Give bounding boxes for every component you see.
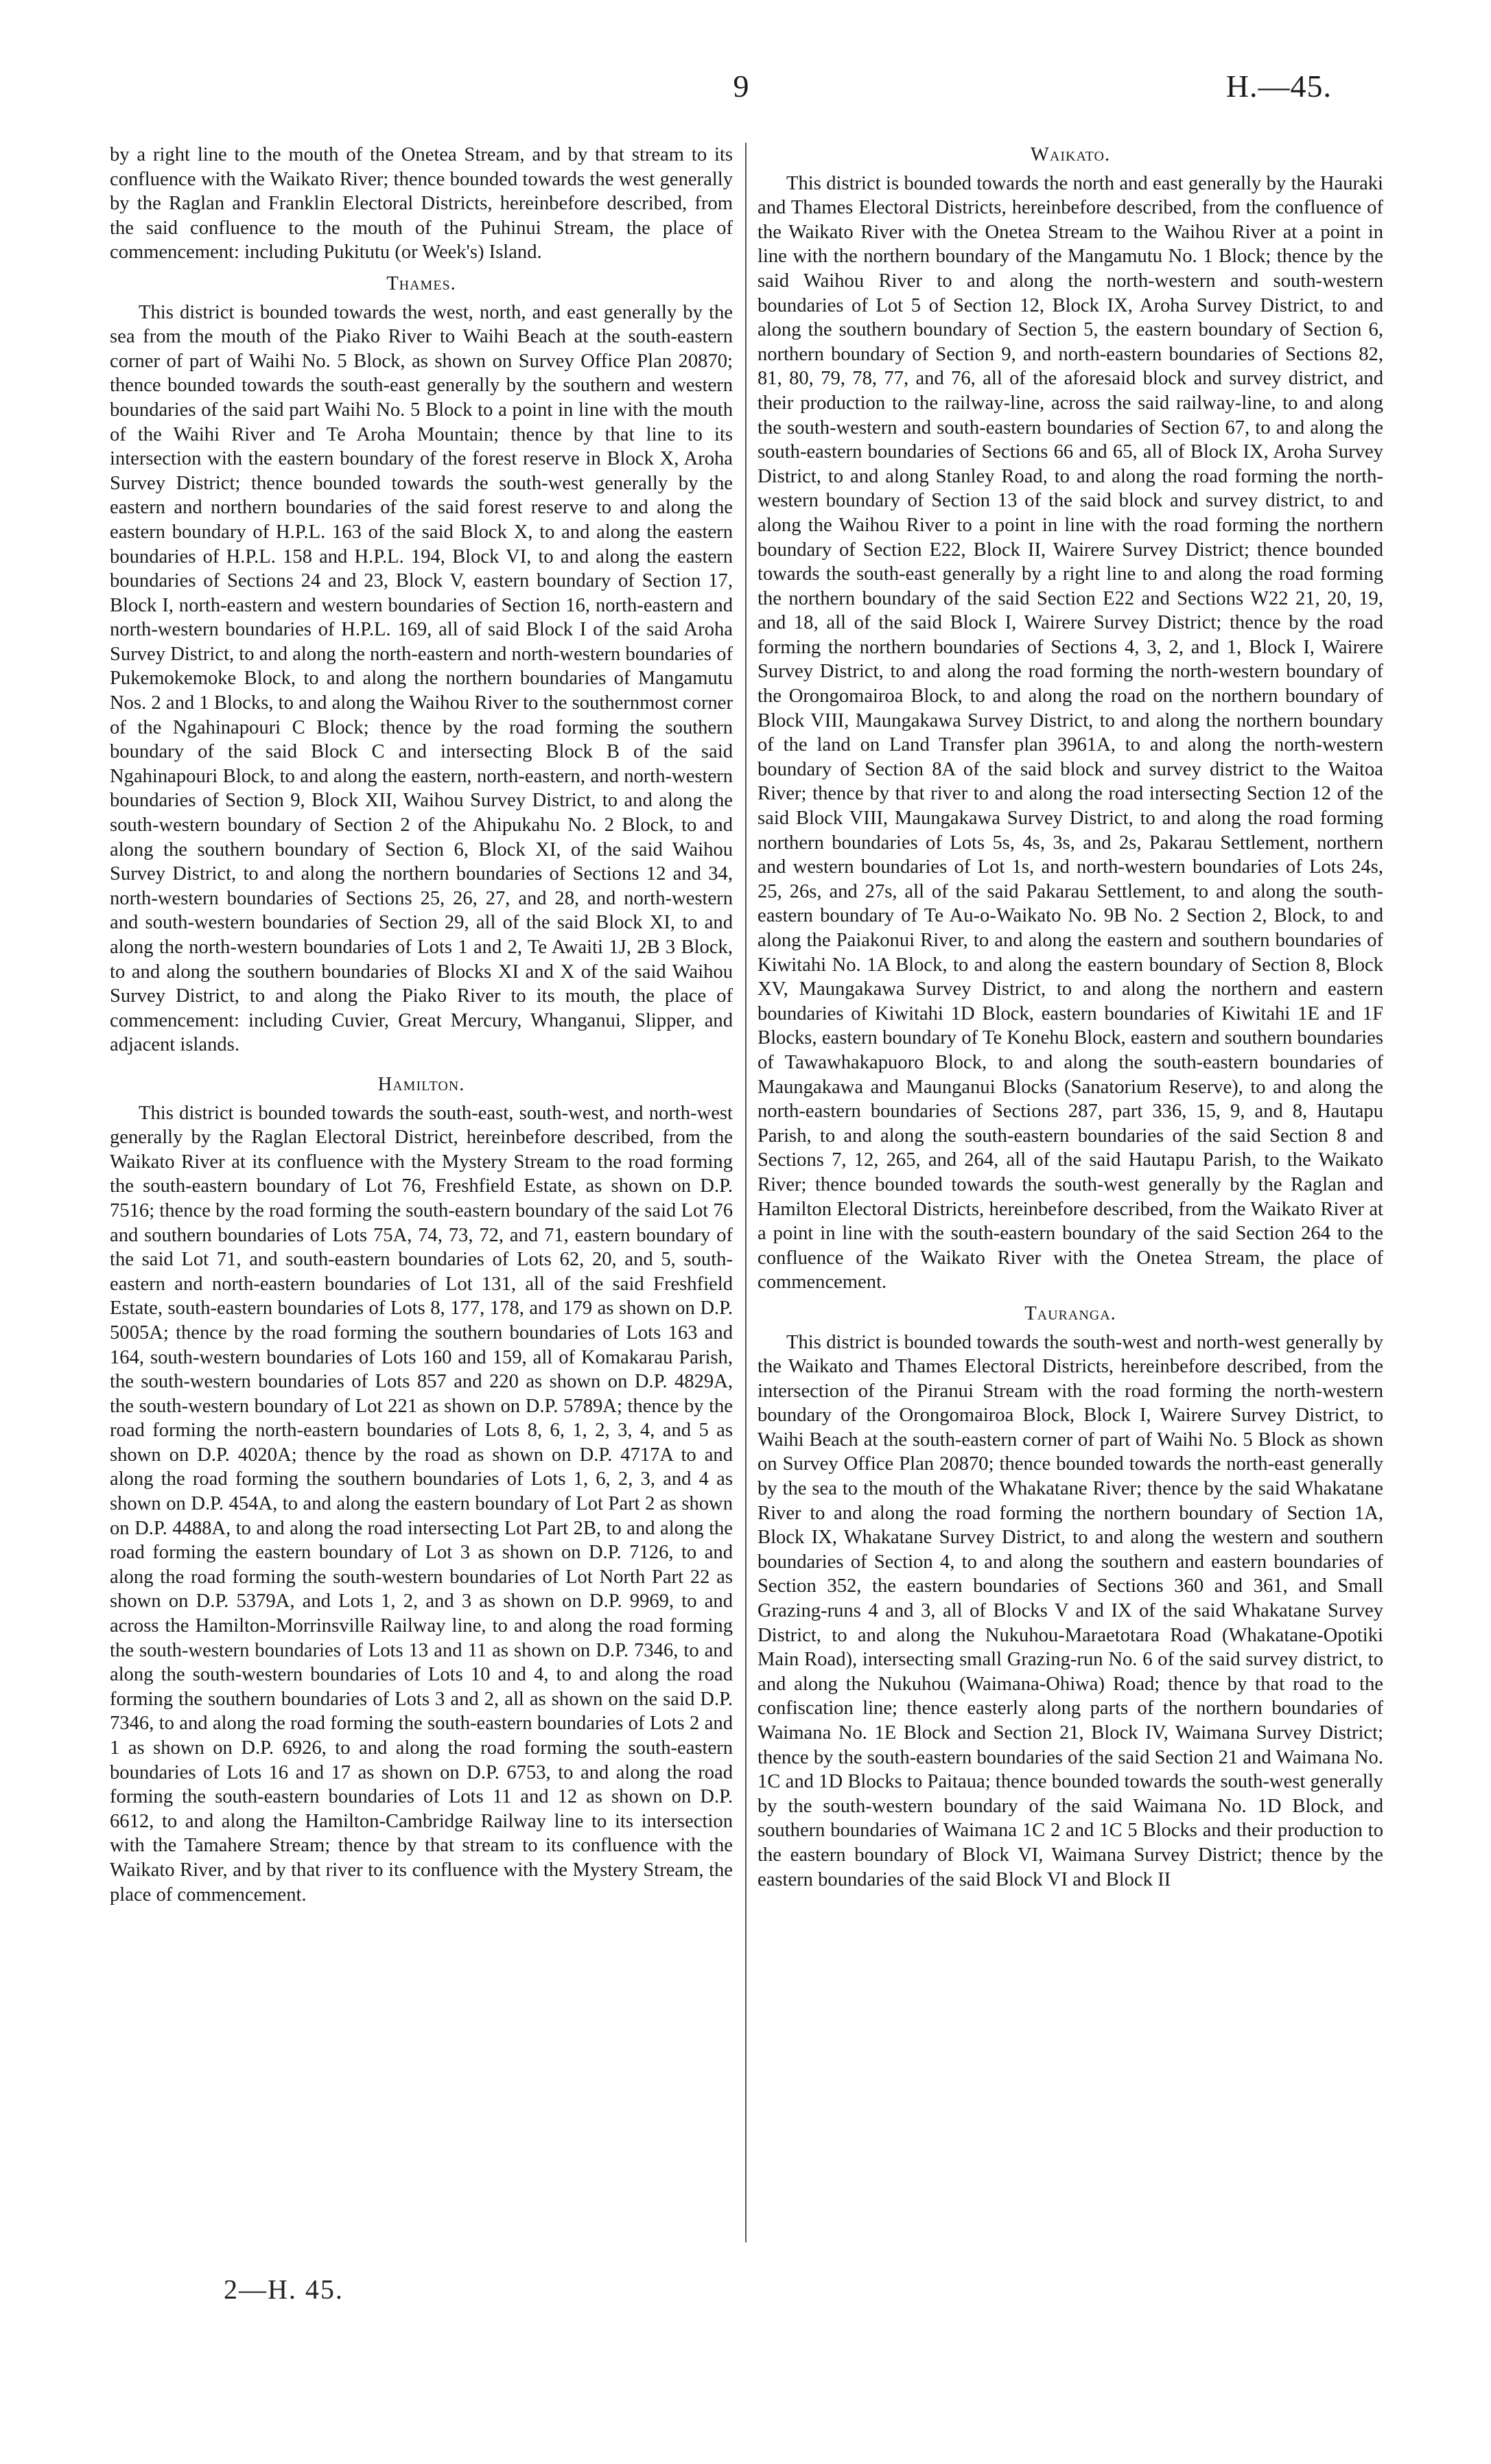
column-divider	[745, 143, 747, 2242]
hamilton-heading: Hamilton.	[377, 1073, 465, 1095]
left-column	[110, 143, 733, 1907]
hamilton-paragraph: This district is bounded towards the south-east, south-west, and north-west generally by the Raglan Electoral District, hereinbefore described, from the Waikato River at its confluence with the Mystery Stream to the road forming the south-eastern boundary of Lot 76, Freshfield Estate, as shown on D.P. 7516; thence by the road forming the south-eastern boundary of the said Lot 76 and southern boundaries of Lots 75A, 74, 73, 72, and 71, eastern boundary of the said Lot 71, and south-eastern boundaries of Lots 62, 20, and 5, south-eastern and north-eastern boundaries of Lot 131, all of the said Freshfield Estate, south-eastern boundaries of Lots 8, 177, 178, and 179 as shown on D.P. 5005A; thence by the road forming the southern boundaries of Lots 163 and 164, south-western boundaries of Lots 160 and 159, all of Komakarau Parish, the south-western boundaries of Lots 857 and 220 as shown on D.P. 4829A, the south-western boundary of Lot 221 as shown on D.P. 5789A; thence by the road forming the north-eastern boundaries of Lots 8, 6, 1, 2, 3, 4, and 5 as shown on D.P. 4020A; thence by the road as shown on D.P. 4717A to and along the road forming the southern boundaries of Lots 1, 6, 2, 3, and 4 as shown on D.P. 454A, to and along the eastern boundary of Lot Part 2 as shown on D.P. 4488A, to and along the road intersecting Lot Part 2B, to and along the road forming the eastern boundary of Lot 3 as shown on D.P. 7126, to and along the road forming the south-western boundaries of Lot North Part 22 as shown on D.P. 5379A, and Lots 1, 2, and 3 as shown on D.P. 9969, to and across the Hamilton-Morrinsville Railway line, to and along the road forming the south-western boundaries of Lots 13 and 11 as shown on D.P. 7346, to and along the south-western boundaries of Lots 10 and 4, to and along the road forming the southern boundaries of Lots 3 and 2, all as shown on the said D.P. 7346, to and along the road forming the south-eastern boundaries of Lots 2 and 1 as shown on D.P. 6926, to and along the road forming the south-eastern boundaries of Lots 16 and 17 as shown on D.P. 6753, to and along the road forming the south-eastern boundaries of Lots 11 and 12 as shown on D.P. 6612, to and along the Hamilton-Cambridge Railway line to its intersection with the Tamahere Stream; thence by that stream to its confluence with the Waikato River, and by that river to its confluence with the Mystery Stream, the place of commencement.	[110, 1102, 733, 1905]
document-reference: H.—45.	[1225, 69, 1332, 104]
tauranga-paragraph: This district is bounded towards the south-west and north-west generally by the Waikato and Thames Electoral Districts, hereinbefore described, from the intersection of the Piranui Stream with the road forming the north-western boundary of the Orongomairoa Block, Block I, Wairere Survey District, to Waihi Beach at the south-eastern corner of part of Waihi No. 5 Block as shown on Survey Office Plan 20870; thence bounded towards the north-east generally by the sea to the mouth of the Whakatane River; thence by the said Whakatane River to and along the road forming the northern boundary of Section 1A, Block IX, Whakatane Survey District, to and along the western and southern boundaries of Section 4, to and along the southern and eastern boundaries of Section 352, the eastern boundaries of Sections 360 and 361, and Small Grazing-runs 4 and 3, all of Blocks V and IX of the said Whakatane Survey District, to and along the Nukuhou-Maraetotara Road (Whakatane-Opotiki Main Road), intersecting small Grazing-run No. 6 of the said survey district, to and along the Nukuhou (Waimana-Ohiwa) Road; thence by that road to the confiscation line; thence easterly along parts of the northern boundaries of Waimana No. 1E Block and Section 21, Block IV, Waimana Survey District; thence by the south-eastern boundaries of the said Section 21 and Waimana No. 1C and 1D Blocks to Paitaua; thence bounded towards the south-west generally by the south-western boundary of the said Waimana No. 1D Block, and southern boundaries of Waimana 1C 2 and 1C 5 Blocks and their production to the eastern boundary of Block VI, Waimana Survey District; thence by the eastern boundaries of the said Block VI and Block II	[758, 1331, 1383, 1890]
waikato-paragraph: This district is bounded towards the north and east generally by the Hauraki and Thames Electoral Districts, hereinbefore described, from the confluence of the Waikato River with the Onetea Stream to the Waihou River at a point in line with the northern boundary of the Mangamutu No. 1 Block; thence by the said Waihou River to and along the north-western and south-western boundaries of Lot 5 of Section 12, Block IX, Aroha Survey District, to and along the southern boundary of Section 5, the eastern boundary of Section 6, northern boundary of Section 9, and north-eastern boundaries of Sections 82, 81, 80, 79, 78, 77, and 76, all of the aforesaid block and survey district, and their production to the railway-line, across the said railway-line, to and along the south-western and south-eastern boundaries of Section 67, to and along the south-eastern boundaries of Sections 66 and 65, all of Block IX, Aroha Survey District, to and along Stanley Road, to and along the road forming the north-western boundary of Section 13 of the said block and survey district, to and along the Waihou River to a point in line with the road forming the northern boundary of Section E22, Block II, Wairere Survey District; thence bounded towards the south-east generally by a right line to and along the road forming the northern boundary of the said Section E22 and Sections W22 21, 20, 19, and 18, all of the said Block I, Wairere Survey District; thence by the road forming the northern boundaries of Sections 4, 3, 2, and 1, Block I, Wairere Survey District, to and along the road forming the north-western boundary of the Orongomairoa Block, to and along the road on the northern boundary of Block VIII, Maungakawa Survey District, to and along the northern boundary of the land on Land Transfer plan 3961A, to and along the north-western boundary of Section 8A of the said block and survey district to the Waitoa River; thence by that river to and along the road intersecting Section 12 of the said Block VIII, Maungakawa Survey District, to and along the road forming northern boundaries of Lots 5s, 4s, 3s, and 2s, Pakarau Settlement, northern and western boundaries of Lot 1s, and north-western boundaries of Lots 24s, 25, 26s, and 27s, all of the said Pakarau Settlement, to and along the south-eastern boundary of Te Au-o-Waikato No. 9B No. 2 Section 2, Block, to and along the Paiakonui River, to and along the eastern and southern boundaries of Kiwitahi No. 1A Block, to and along the eastern boundary of Section 8, Block XV, Maungakawa Survey District, to and along the northern and eastern boundaries of Kiwitahi 1D Block, eastern boundaries of Kiwitahi 1E and 1F Blocks, eastern boundary of Te Konehu Block, eastern and southern boundaries of Tawawhakapuoro Block, to and along the south-eastern boundaries of Maungakawa and Maunganui Blocks (Sanatorium Reserve), to and along the north-eastern boundaries of Sections 287, part 336, 15, 9, and 8, Hautapu Parish, to and along the south-eastern boundaries of the said Section 8 and Sections 7, 12, 265, and 264, all of the said Hautapu Parish, to the Waikato River; thence bounded towards the south-west generally by the Raglan and Hamilton Electoral Districts, hereinbefore described, from the Waikato River at a point in line with the south-eastern boundary of the said Section 264 to the confluence of the Waikato River with the Onetea Stream, the place of commencement.	[758, 172, 1383, 1293]
continuation-paragraph: by a right line to the mouth of the Onetea Stream, and by that stream to its confluence with the Waikato River; thence bounded towards the west generally by the Raglan and Franklin Electoral Districts, hereinbefore described, from the said confluence to the mouth of the Puhinui Stream, the place of commencement: including Pukitutu (or Week's) Island.	[110, 144, 733, 263]
thames-paragraph: This district is bounded towards the west, north, and east generally by the sea from the mouth of the Piako River to Waihi Beach at the south-eastern corner of part of Waihi No. 5 Block, as shown on Survey Office Plan 20870; thence bounded towards the south-east generally by the southern and western boundaries of the said part Waihi No. 5 Block to a point in line with the mouth of the Waihi River and Te Aroha Mountain; thence by that line to its intersection with the eastern boundary of the forest reserve in Block X, Aroha Survey District; thence bounded towards the south-west generally by the eastern and northern boundaries of the said forest reserve to and along the eastern boundary of H.P.L. 163 of the said Block X, to and along the eastern boundaries of H.P.L. 158 and H.P.L. 194, Block VI, to and along the eastern boundaries of Sections 24 and 23, Block V, eastern boundary of Section 17, Block I, north-eastern and western boundaries of Section 16, north-eastern and north-western boundaries of H.P.L. 169, all of said Block I of the said Aroha Survey District, to and along the north-eastern and north-western boundaries of Pukemokemoke Block, to and along the northern boundaries of Mangamutu Nos. 2 and 1 Blocks, to and along the Waihou River to the southernmost corner of the Ngahinapouri C Block; thence by the road forming the southern boundary of the said Block C and intersecting Block B of the said Ngahinapouri Block, to and along the eastern, north-eastern, and north-western boundaries of Section 9, Block XII, Waihou Survey District, to and along the south-western boundary of Section 2 of the Ahipukahu No. 2 Block, to and along the southern boundary of Section 6, Block XI, of the said Waihou Survey District, to and along the northern boundaries of Sections 12 and 34, north-western boundaries of Sections 25, 26, 27, and 28, and north-western and south-western boundaries of Section 29, all of the said Block XI, to and along the north-western boundaries of Lots 1 and 2, Te Awaiti 1J, 2B 3 Block, to and along the southern boundaries of Blocks XI and X of the said Waihou Survey District, to and along the Piako River to its mouth, the place of commencement: including Cuvier, Great Mercury, Whanganui, Slipper, and adjacent islands.	[110, 301, 733, 1056]
thames-heading: Thames.	[386, 272, 456, 294]
right-column	[758, 143, 1383, 1892]
page-number: 9	[733, 69, 749, 104]
tauranga-heading: Tauranga.	[1024, 1302, 1116, 1324]
waikato-heading: Waikato.	[1030, 144, 1111, 165]
signature-mark: 2—H. 45.	[224, 2274, 344, 2305]
